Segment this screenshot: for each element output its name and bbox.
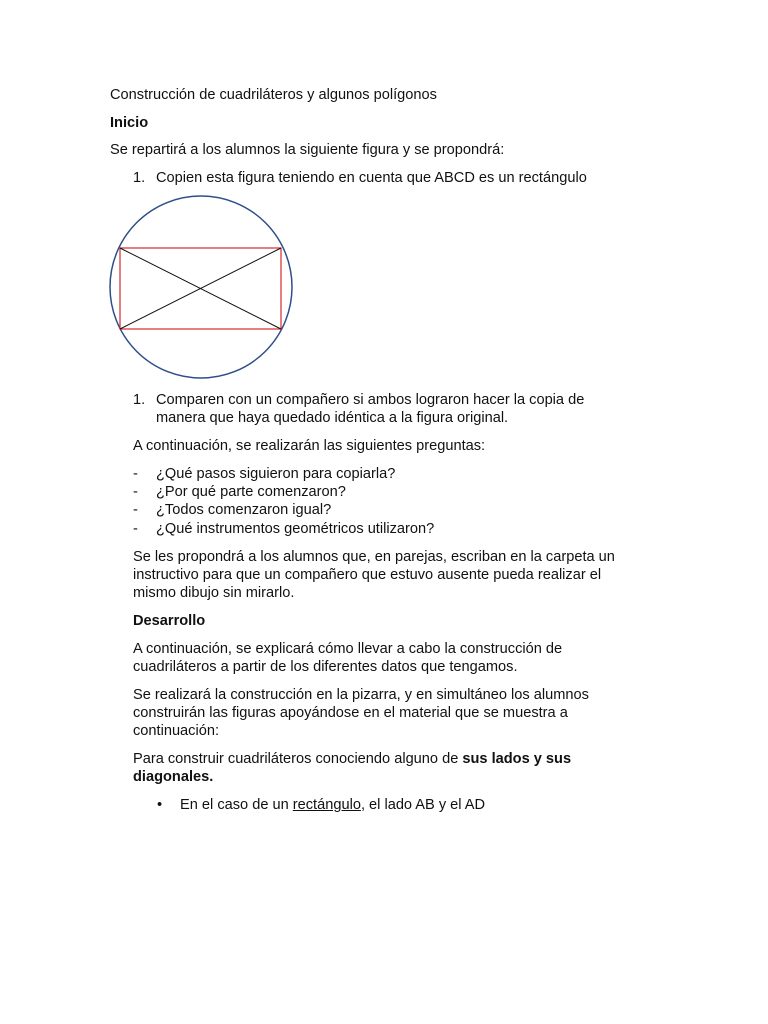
paragraph-line	[133, 750, 571, 768]
step-1-number: 1.	[133, 170, 146, 186]
paragraph-line: mismo dibujo sin mirarlo.	[133, 585, 295, 601]
paragraph-line: Se realizará la construcción en la pizarra, y en simultáneo los alumnos	[133, 687, 589, 703]
question-dash: -	[133, 502, 138, 518]
question-text: ¿Qué instrumentos geométricos utilizaron?	[156, 521, 435, 537]
document-title: Construcción de cuadriláteros y algunos polígonos	[110, 87, 437, 103]
circumscribed-circle	[110, 196, 292, 378]
question-text: ¿Por qué parte comenzaron?	[156, 484, 346, 500]
step-2-number: 1.	[133, 392, 146, 408]
question-text: ¿Qué pasos siguieron para copiarla?	[156, 466, 396, 482]
paragraph-plain-text: Para construir cuadriláteros conociendo alguno de	[133, 751, 463, 767]
question-dash: -	[133, 521, 138, 537]
question-dash: -	[133, 484, 138, 500]
paragraph-line: instructivo para que un compañero que estuvo ausente pueda realizar el	[133, 567, 602, 583]
heading-inicio: Inicio	[110, 115, 149, 131]
paragraph-bold-line: diagonales.	[133, 769, 214, 785]
bullet-text	[180, 796, 485, 814]
paragraph-line: Se les propondrá a los alumnos que, en parejas, escriban en la carpeta un	[133, 549, 615, 565]
paragraph-line: continuación:	[133, 723, 220, 739]
step-2-line-1: Comparen con un compañero si ambos lograron hacer la copia de	[156, 392, 585, 408]
step-2-line-2: manera que haya quedado idéntica a la figura original.	[156, 410, 509, 426]
bullet-symbol: •	[157, 797, 163, 813]
intro-text: Se repartirá a los alumnos la siguiente figura y se propondrá:	[110, 142, 505, 158]
paragraph-line: A continuación, se explicará cómo llevar a cabo la construcción de	[133, 641, 563, 657]
questions-intro: A continuación, se realizarán las siguientes preguntas:	[133, 438, 486, 454]
heading-desarrollo: Desarrollo	[133, 613, 206, 629]
paragraph-bold-text: sus lados y sus	[462, 751, 572, 767]
paragraph-line: cuadriláteros a partir de los diferentes datos que tengamos.	[133, 659, 518, 675]
bullet-underlined-word: rectángulo	[292, 797, 361, 813]
paragraph-line: construirán las figuras apoyándose en el material que se muestra a	[133, 705, 568, 721]
question-dash: -	[133, 466, 138, 482]
step-1-text: Copien esta figura teniendo en cuenta que ABCD es un rectángulo	[156, 170, 587, 186]
question-text: ¿Todos comenzaron igual?	[156, 502, 332, 518]
bullet-text-before: En el caso de un	[180, 797, 293, 813]
bullet-text-after: , el lado AB y el AD	[360, 797, 486, 813]
